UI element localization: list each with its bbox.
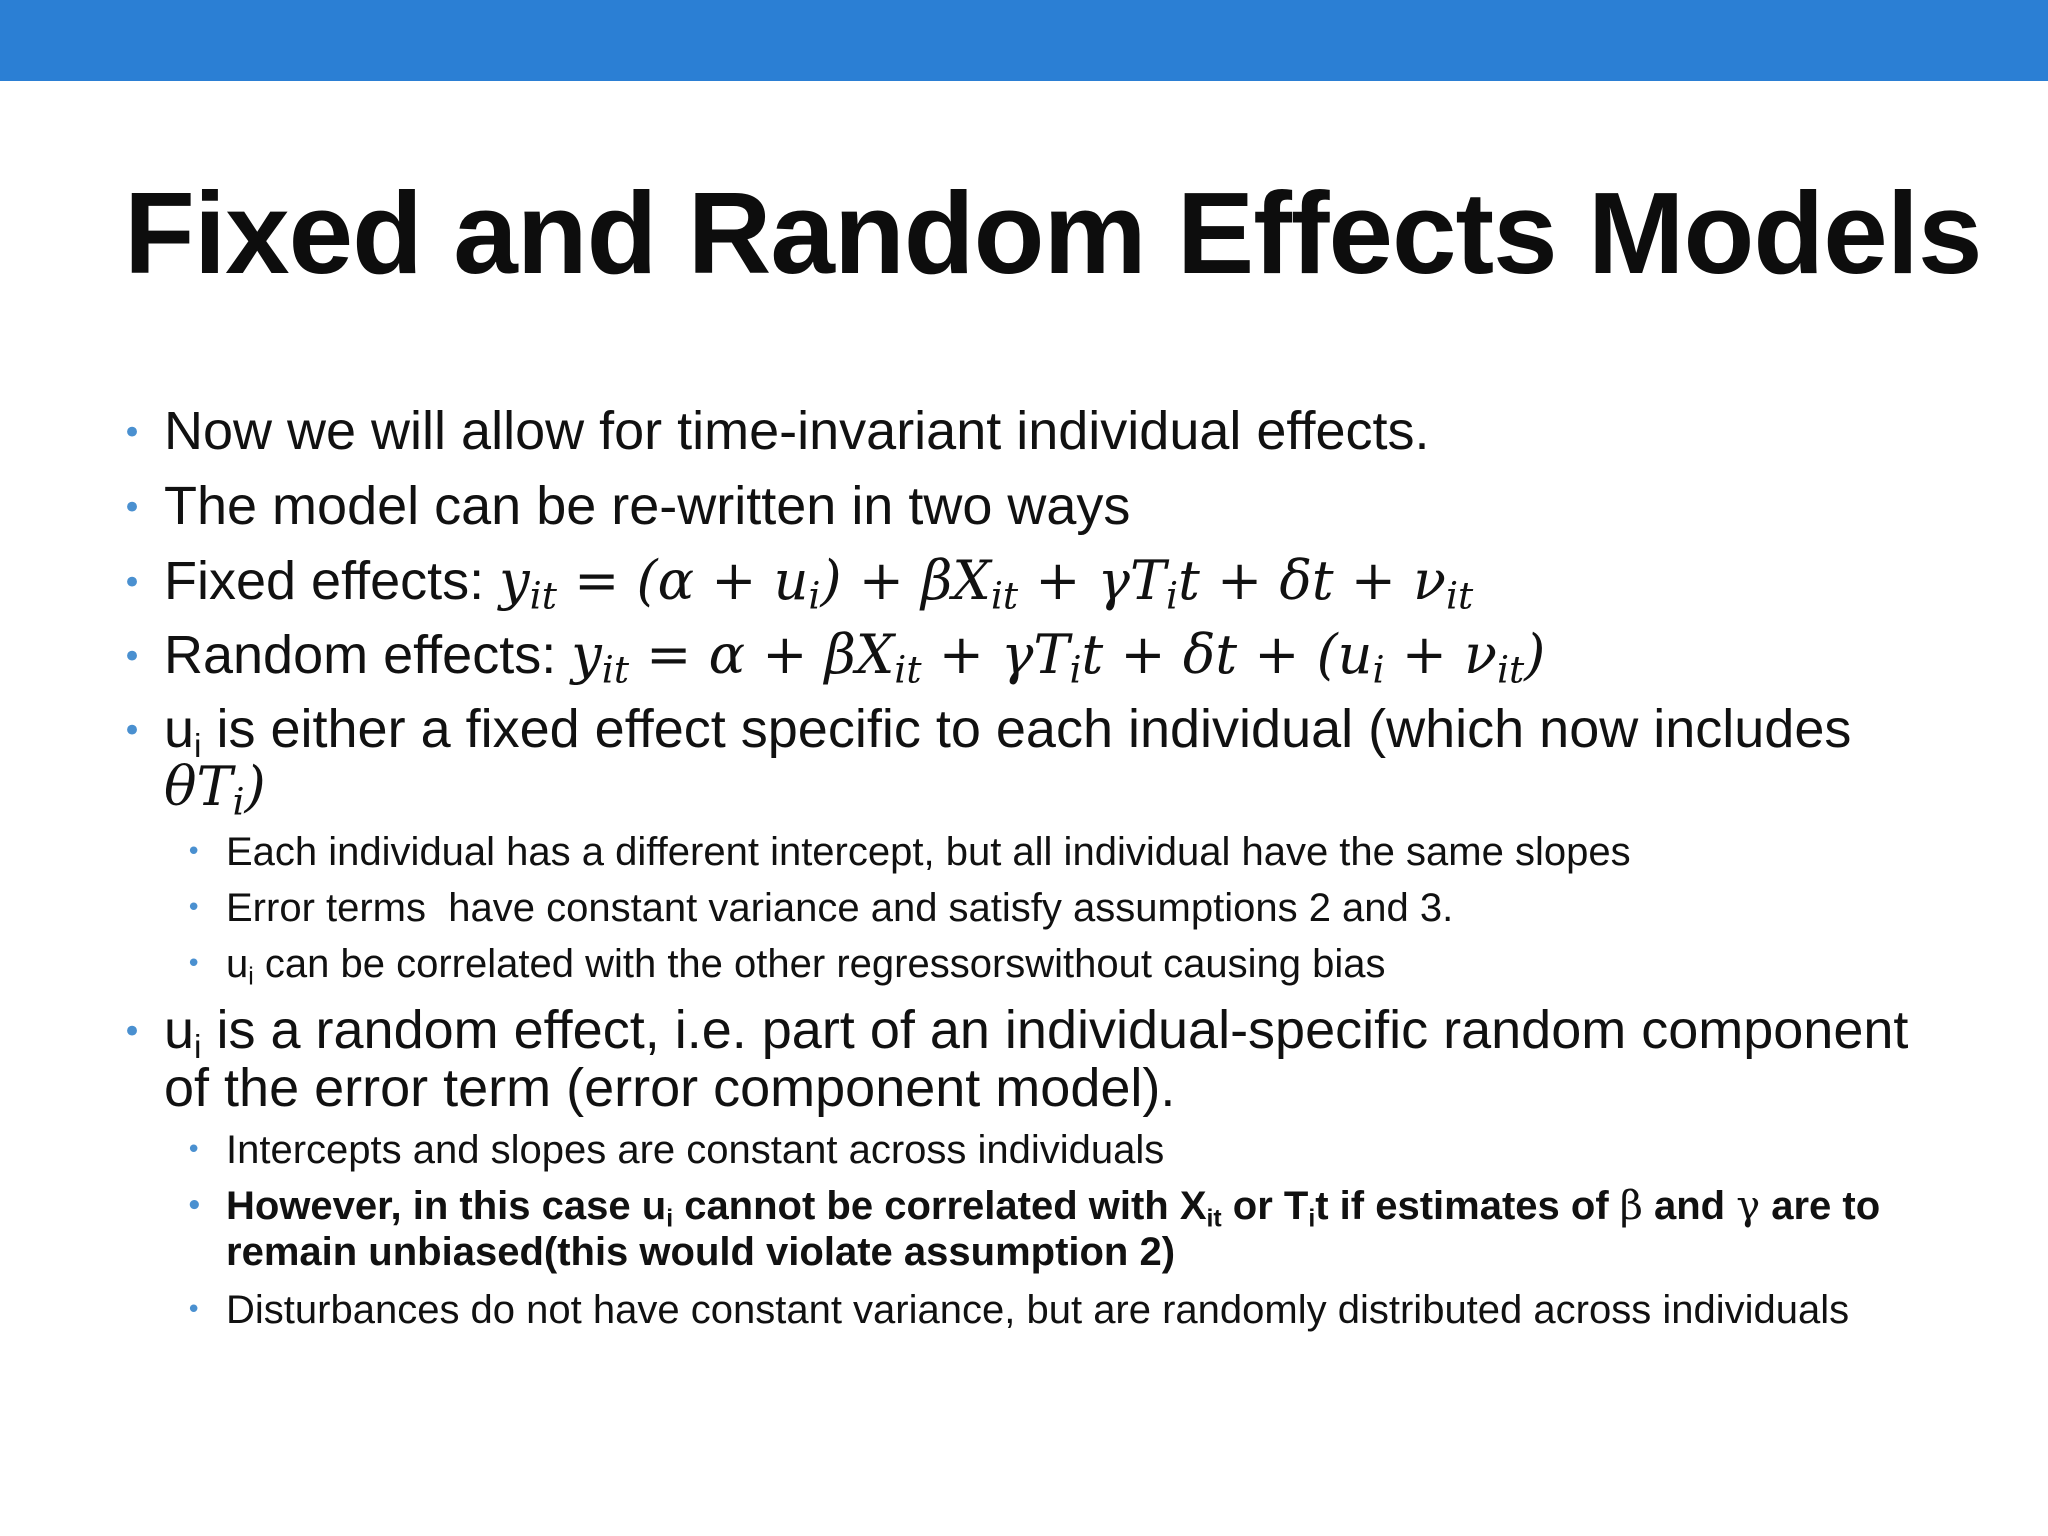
bullet-dot-icon: • [186, 893, 202, 923]
subbullet-however [186, 1183, 1926, 1275]
bullet-dot-icon: • [186, 1295, 202, 1325]
bullet-ui-fixed [122, 699, 1964, 824]
bullet-dot-icon: • [122, 637, 143, 677]
slide-title: Fixed and Random Effects Models [124, 168, 1982, 298]
subbullet-correlated [186, 941, 1926, 991]
subbullet-text: Error terms have constant variance and satisfy assumptions 2 and 3. [226, 886, 1454, 930]
bullet-two-ways [122, 476, 1964, 536]
bullet-text: $u_i$ is either a fixed effect specific to each individual (which now includes [164, 699, 1852, 766]
fixed-effects-label: Fixed effects: [164, 551, 500, 611]
bullet-text: Now we will allow for time-invariant individual effects. [164, 401, 1430, 461]
bullet-dot-icon: • [186, 1135, 202, 1165]
bullet-dot-icon: • [122, 1012, 143, 1052]
bullet-ui-random [122, 1000, 1964, 1118]
fixed-effects-formula: $y_{it} = (\alpha + u_i) + \beta X_{it} + \gamma T_it + \delta t + \nu_{it}$ [499, 549, 1474, 618]
bullet-fixed-effects [122, 549, 1964, 618]
subbullet-text: Disturbances do not have constant variance, but are randomly distributed across individuals [226, 1288, 1850, 1332]
bullet-dot-icon: • [122, 488, 143, 528]
random-effects-label: Random effects: [164, 625, 572, 685]
subbullet-disturbances [186, 1287, 1926, 1333]
bullet-dot-icon: • [186, 837, 202, 867]
bullet-dot-icon: • [186, 949, 202, 979]
subbullet-intercept [186, 829, 1926, 875]
random-effects-formula: $y_{it} = \alpha + \beta X_{it} + \gamma T_it + \delta t + (u_i + \nu_{it})$ [571, 623, 1546, 692]
theta-formula: $\theta T_i$) [164, 755, 266, 824]
subbullet-text: $u_i$ can be correlated with the other regressorswithout causing bias [226, 942, 1386, 991]
bullet-dot-icon: • [122, 563, 143, 603]
bullet-text: $u_i$ is a random effect, i.e. part of an individual-specific random component of the error term (error component model). [164, 1000, 1909, 1118]
bullet-random-effects [122, 623, 1964, 692]
bullet-time-invariant [122, 401, 1964, 461]
subbullet-however-text: However, in this case $u_i$ cannot be correlated with $X_{it}$ or $T_it$ if estimates of β and γ are to remain unbiased(this would violate assumption 2) [226, 1183, 1881, 1274]
bullet-dot-icon: • [186, 1191, 203, 1221]
subbullet-error-terms [186, 885, 1926, 931]
bullet-dot-icon: • [122, 711, 143, 751]
subbullet-text: Each individual has a different intercept, but all individual have the same slopes [226, 830, 1631, 874]
subbullet-constant [186, 1127, 1926, 1173]
bullet-dot-icon: • [122, 413, 143, 453]
bullet-text: The model can be re-written in two ways [164, 476, 1131, 536]
subbullet-text: Intercepts and slopes are constant across individuals [226, 1128, 1165, 1172]
